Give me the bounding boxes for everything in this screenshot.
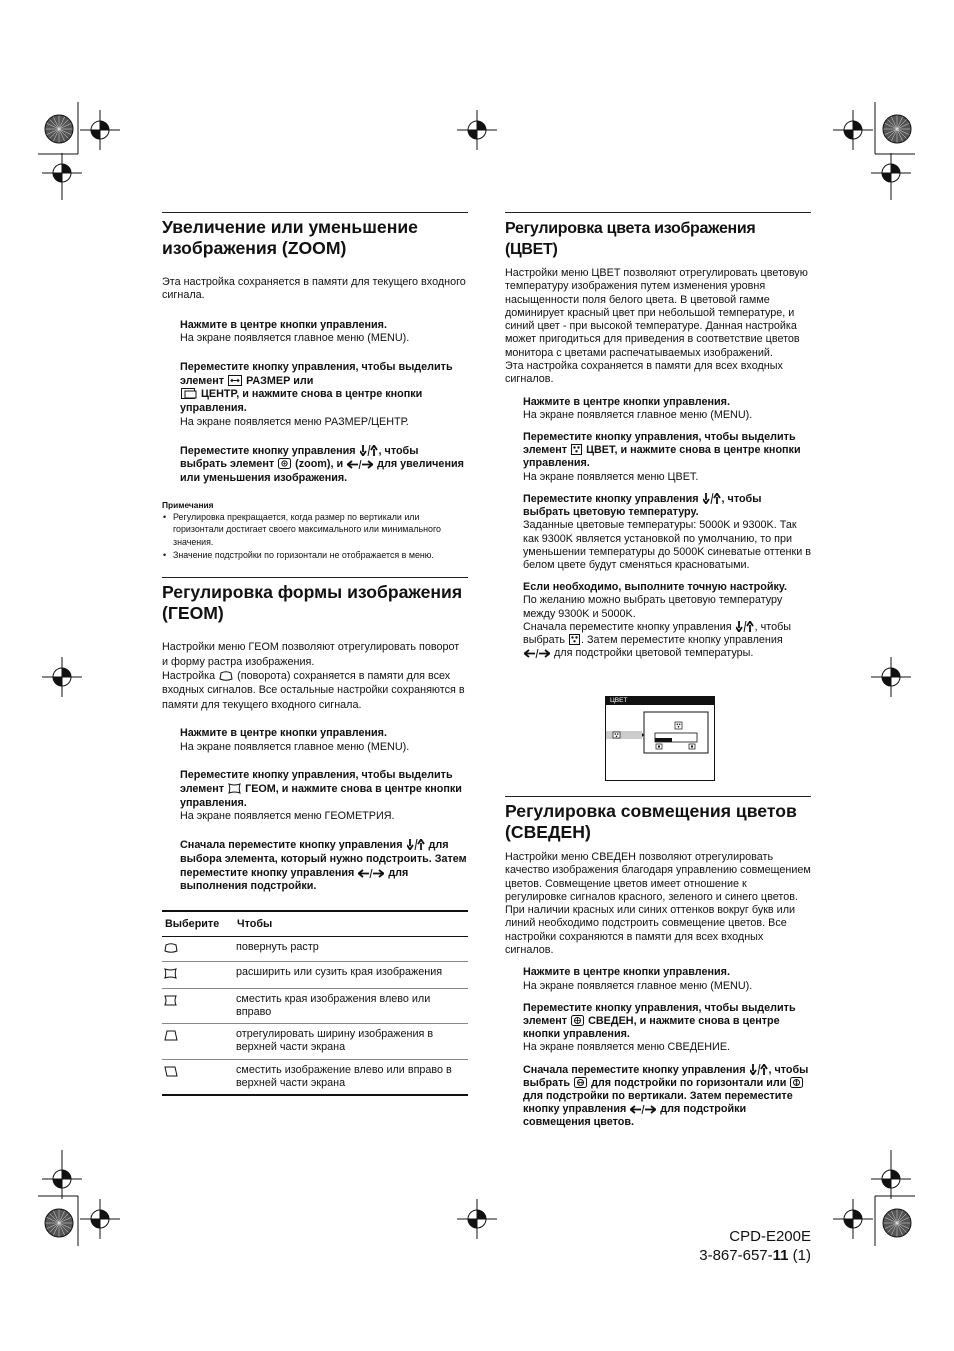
zoom-step-1-text: На экране появляется главное меню (MENU).	[180, 332, 410, 345]
table-cell-icon	[162, 936, 234, 961]
registration-target-icon	[44, 114, 74, 144]
geom-options-table	[162, 910, 468, 1096]
document-code	[600, 1246, 811, 1265]
color-step-2-part-a: Переместите кнопку управления, чтобы выделить элемент	[523, 431, 796, 457]
conv-step-2-part-b: СВЕДЕН, и нажмите снова в центре кнопки управления.	[523, 1014, 780, 1041]
rotation-icon	[219, 671, 233, 681]
color-step-1	[523, 396, 811, 422]
color-step-1-text: На экране появляется главное меню (MENU).	[523, 408, 753, 421]
color-step-3	[523, 493, 811, 572]
geom-intro-1: Настройки меню ГЕОМ позволяют отрегулировать поворот и форму растра изображения.	[162, 641, 460, 668]
color-step-4-bold: Если необходимо, выполните точную настройку.	[523, 581, 787, 594]
model-name: CPD-E200E	[729, 1228, 811, 1245]
convergence-section	[505, 796, 811, 1130]
geom-step-1-bold: Нажмите в центре кнопки управления.	[180, 726, 387, 739]
zoom-title: Увеличение или уменьшение изображения (ZOOM)	[162, 217, 418, 258]
geom-step-3-part-a: Сначала переместите кнопку управления	[180, 839, 403, 852]
geom-step-2-part-a: Переместите кнопку управления, чтобы выделить элемент	[180, 769, 453, 796]
color-step-4-part-d: для подстройки цветовой температуры.	[554, 647, 754, 660]
conv-title: Регулировка совмещения цветов (СВЕДЕН)	[505, 801, 797, 842]
table-row	[162, 962, 468, 988]
crosshair-icon	[457, 110, 497, 150]
color-step-1-bold: Нажмите в центре кнопки управления.	[523, 395, 730, 408]
zoom-step-2-text: На экране появляется меню РАЗМЕР/ЦЕНТР.	[180, 415, 409, 428]
conv-step-3	[523, 1064, 811, 1130]
conv-step-3-part-e: для подстройки совмещения цветов.	[523, 1103, 747, 1129]
table-cell-text: отрегулировать ширину изображения в верхней части экрана	[234, 1024, 468, 1060]
crosshair-icon	[457, 1199, 497, 1239]
conv-step-1-bold: Нажмите в центре кнопки управления.	[523, 966, 730, 979]
crosshair-icon	[42, 1159, 82, 1199]
color-step-4-text-1: По желанию можно выбрать цветовую температуру между 9300K и 5000K.	[523, 594, 783, 620]
up-down-arrow-icon	[360, 445, 378, 456]
left-right-arrow-icon	[347, 460, 373, 469]
table-cell-text: сместить изображение влево или вправо в верхней части экрана	[236, 1063, 452, 1090]
color-step-4-part-c: . Затем переместите кнопку управления	[581, 633, 783, 646]
crosshair-icon	[871, 657, 911, 697]
conv-intro-1: Настройки меню СВЕДЕН позволяют отрегулировать качество изображения благодаря управлению совмещением цветов. Совмещение цветов имеет отношение к регулировке сигналов красного, зеленого и синего цветов.	[505, 851, 811, 903]
crosshair-icon	[871, 153, 911, 193]
table-cell-text: повернуть растр	[234, 936, 468, 961]
pin-balance-icon	[164, 995, 177, 1006]
table-cell-text: расширить или сузить края изображения	[234, 962, 468, 988]
crosshair-icon	[42, 153, 82, 193]
zoom-step-2-part-a: Переместите кнопку управления, чтобы выделить элемент	[180, 361, 453, 387]
zoom-note-1: • Регулировка прекращается, когда размер по вертикали или горизонтали достигает своего максимального или минимального значения.	[162, 511, 468, 549]
conv-step-3-part-a: Сначала переместите кнопку управления	[523, 1063, 746, 1076]
color-icon	[571, 444, 582, 455]
table-row	[162, 988, 468, 1024]
crosshair-icon	[833, 1199, 873, 1239]
left-right-arrow-icon	[524, 649, 550, 658]
table-header-row	[162, 911, 468, 937]
up-down-arrow-icon	[407, 839, 425, 850]
conv-step-3-part-c: для подстройки по горизонтали или	[591, 1076, 787, 1089]
crosshair-icon	[80, 110, 120, 150]
geom-intro-2-part-b: (поворота) сохраняется в памяти для всех входных сигналов. Все остальные настройки сохраняются в памяти для текущего входного сигнала.	[162, 670, 465, 711]
crosshair-icon	[833, 110, 873, 150]
crosshair-icon	[871, 1159, 911, 1199]
zoom-notes-title: Примечания	[162, 499, 214, 510]
color-step-4	[523, 581, 811, 660]
osd-menu-graphic	[606, 705, 714, 779]
geom-step-2-text: На экране появляется меню ГЕОМЕТРИЯ.	[180, 810, 395, 823]
up-down-arrow-icon	[703, 493, 721, 504]
color-step-4-text-2	[523, 621, 811, 661]
conv-step-1-text: На экране появляется главное меню (MENU).	[523, 979, 753, 992]
parallelogram-icon	[164, 1066, 178, 1077]
geom-intro-2-part-a: Настройка	[162, 670, 216, 683]
color-step-3-text: Заданные цветовые температуры: 5000K и 9300K. Так как 9300K является установкой по умолчанию, то при уменьшении температуры до 5000K синеватые оттенки в белом цвете будут сменяться красноватыми.	[523, 519, 811, 571]
conv-step-2	[523, 1002, 811, 1055]
table-cell-icon	[162, 1024, 234, 1060]
table-header-purpose: Чтобы	[234, 911, 468, 937]
page-number: 11	[772, 1247, 789, 1264]
zoom-step-3-part-c: (zoom), и	[295, 458, 344, 471]
registration-target-icon	[882, 114, 912, 144]
zoom-step-2	[180, 361, 468, 430]
trapezoid-icon	[164, 1030, 178, 1041]
color-step-2-part-b: ЦВЕТ, и нажмите снова в центре кнопки управления.	[523, 444, 801, 470]
right-column	[505, 212, 811, 1129]
vertical-convergence-icon	[790, 1077, 803, 1088]
geometry-icon	[228, 783, 241, 794]
rotation-icon	[164, 943, 178, 953]
table-cell-icon	[162, 1059, 234, 1095]
table-cell-icon	[162, 962, 234, 988]
conv-step-3-part-b: , чтобы выбрать	[523, 1063, 809, 1089]
center-icon	[181, 388, 197, 399]
table-row	[162, 1024, 468, 1060]
crosshair-icon	[80, 1199, 120, 1239]
color-step-3-part-b: , чтобы выбрать цветовую температуру.	[523, 492, 762, 519]
zoom-step-3-part-d: для увеличения или уменьшения изображения.	[180, 458, 464, 484]
color-intro-1: Настройки меню ЦВЕТ позволяют отрегулировать цветовую температуру изображения путем изменения уровня насыщенности поля белого цвета. В цветовой гамме доминирует красный цвет при небольшой температуре, и синий цвет - при высокой температуре. Данная настройка может пригодиться для приведения в соответствие цветов монитора с цветами распечатываемых изображений.	[505, 267, 808, 359]
color-icon	[569, 634, 580, 645]
color-step-3-part-a: Переместите кнопку управления	[523, 492, 699, 505]
color-step-2	[523, 431, 811, 484]
zoom-note-2: • Значение подстройки по горизонтали не отображается в меню.	[162, 549, 468, 562]
zoom-step-1	[180, 319, 468, 346]
osd-title: ЦВЕТ	[606, 697, 714, 705]
geom-step-1	[180, 727, 468, 754]
conv-step-2-bold	[523, 1002, 811, 1042]
geom-intro-2	[162, 669, 468, 712]
zoom-intro: Эта настройка сохраняется в памяти для текущего входного сигнала.	[162, 276, 466, 302]
color-step-4-part-b: , чтобы выбрать	[523, 620, 792, 646]
table-row	[162, 1059, 468, 1095]
geom-step-2-part-b: ГЕОМ, и нажмите снова в центре кнопки управления.	[180, 783, 462, 809]
registration-target-icon	[44, 1208, 74, 1238]
zoom-step-2-part-b: РАЗМЕР или	[246, 374, 314, 387]
conv-step-2-text: На экране появляется меню СВЕДЕНИЕ.	[523, 1041, 731, 1054]
registration-target-icon	[882, 1208, 912, 1238]
zoom-step-2-part-c: ЦЕНТР, и нажмите снова в центре кнопки управления.	[180, 388, 423, 415]
color-osd-screenshot	[605, 696, 715, 781]
conv-intro-2: При наличии красных или синих оттенков вокруг букв или линий необходимо подстроить совмещение цветов. Все настройки сохраняются в памяти для всех входных сигналов.	[505, 904, 796, 957]
color-step-2-text: На экране появляется меню ЦВЕТ.	[523, 470, 699, 483]
zoom-step-1-bold: Нажмите в центре кнопки управления.	[180, 318, 387, 331]
geom-step-3-part-c: для выполнения подстройки.	[180, 866, 409, 893]
zoom-step-3-bold	[180, 445, 468, 486]
document-code-suffix: (1)	[788, 1247, 811, 1264]
color-step-2-bold	[523, 431, 811, 471]
left-right-arrow-icon	[630, 1105, 656, 1114]
geom-step-3	[180, 839, 468, 894]
geom-step-1-text: На экране появляется главное меню (MENU).	[180, 740, 410, 753]
conv-step-3-bold	[523, 1064, 811, 1130]
table-header-select: Выберите	[162, 911, 234, 937]
left-right-arrow-icon	[358, 869, 384, 878]
zoom-step-2-bold	[180, 361, 468, 416]
geom-section	[162, 577, 468, 1096]
up-down-arrow-icon	[750, 1064, 768, 1075]
zoom-step-3	[180, 445, 468, 486]
conv-step-3-part-d: для подстройки по вертикали. Затем переместите кнопку управления	[523, 1090, 793, 1116]
conv-step-1	[523, 966, 811, 992]
horizontal-convergence-icon	[574, 1077, 587, 1088]
pincushion-icon	[164, 968, 177, 979]
geom-step-2	[180, 769, 468, 824]
color-section	[505, 212, 811, 660]
zoom-icon	[278, 458, 291, 469]
zoom-step-3-part-a: Переместите кнопку управления	[180, 444, 356, 457]
color-step-4-part-a: Сначала переместите кнопку управления	[523, 620, 732, 633]
document-code-prefix: 3-867-657-	[699, 1247, 773, 1264]
table-cell-text: сместить края изображения влево или вправо	[234, 988, 468, 1024]
convergence-icon	[571, 1015, 584, 1026]
conv-step-2-part-a: Переместите кнопку управления, чтобы выделить элемент	[523, 1001, 796, 1027]
geom-step-3-bold	[180, 839, 468, 894]
geom-step-3-part-b: для выбора элемента, который нужно подстроить. Затем переместите кнопку управления	[180, 839, 467, 879]
color-title: Регулировка цвета изображения (ЦВЕТ)	[505, 220, 756, 258]
table-row	[162, 936, 468, 961]
crosshair-icon	[42, 657, 82, 697]
up-down-arrow-icon	[736, 621, 754, 632]
size-icon	[228, 375, 242, 386]
zoom-notes	[162, 511, 468, 562]
zoom-step-3-part-b: , чтобы выбрать элемент	[180, 444, 419, 471]
color-step-3-bold	[523, 493, 811, 519]
table-cell-icon	[162, 988, 234, 1024]
zoom-section	[162, 212, 468, 561]
geom-title: Регулировка формы изображения (ГЕОМ)	[162, 582, 463, 624]
color-intro-2: Эта настройка сохраняется в памяти для всех входных сигналов.	[505, 360, 783, 386]
left-column	[162, 212, 468, 1096]
geom-step-2-bold	[180, 769, 468, 810]
